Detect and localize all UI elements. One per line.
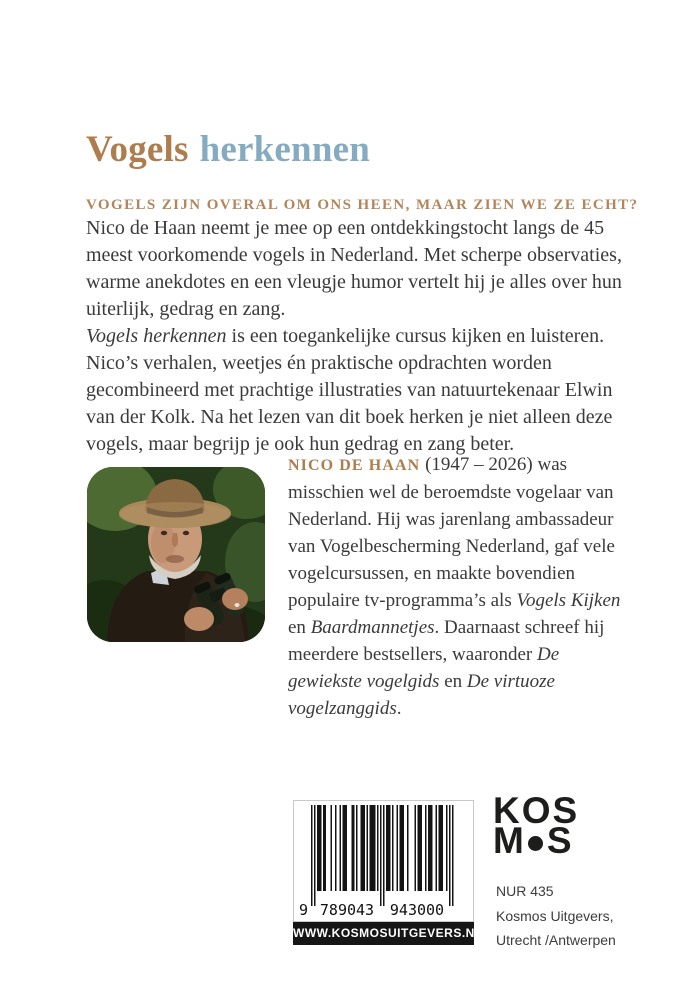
kosmos-logo-row1: KOS bbox=[493, 790, 580, 831]
author-photo bbox=[87, 467, 265, 642]
book-title bbox=[86, 128, 370, 171]
imprint bbox=[496, 879, 616, 953]
intro-text bbox=[86, 215, 623, 458]
kosmos-logo bbox=[493, 790, 580, 861]
svg-text:943000: 943000 bbox=[389, 901, 445, 919]
svg-text:789043: 789043 bbox=[319, 901, 375, 919]
svg-text:9: 9 bbox=[299, 901, 309, 919]
nur-code: NUR 435 bbox=[496, 883, 554, 899]
publisher-website: WWW.KOSMOSUITGEVERS.NL bbox=[293, 922, 474, 945]
publisher-cities: Utrecht /Antwerpen bbox=[496, 932, 616, 948]
author-photo-illustration bbox=[87, 467, 265, 642]
author-bio: NICO DE HAAN (1947 – 2026) was misschien wel de beroemdste vogelaar van Nederland. Hij was jarenlang ambassadeur van Vogelbescherming Nederland, gaf vele vogelcursussen, en maakte bovendien populaire tv-programma’s als Vogels Kijken en Baardmannetjes. Daarnaast schreef hij meerdere bestsellers, waaronder De gewiekste vogelgids en De virtuoze vogelzanggids. bbox=[288, 454, 621, 719]
publisher-name: Kosmos Uitgevers, bbox=[496, 907, 614, 924]
kosmos-logo-dot-icon bbox=[528, 836, 543, 851]
book-title-word-herkennen: herkennen bbox=[199, 129, 371, 170]
tagline: VOGELS ZIJN OVERAL OM ONS HEEN, MAAR ZIEN WE ZE ECHT? bbox=[86, 197, 639, 213]
intro-paragraph-1: Nico de Haan neemt je mee op een ontdekkingstocht langs de 45 meest voorkomende vogels in Nederland. Met scherpe observaties, warme anekdotes en een vleugje humor vertelt hij je alles over hun uiterlijk, gedrag en zang. bbox=[86, 217, 622, 320]
kosmos-logo-m: M bbox=[493, 820, 526, 861]
intro-paragraph-2: Vogels herkennen is een toegankelijke cursus kijken en luisteren. Nico’s verhalen, weetjes én praktische opdrachten worden gecombineerd met prachtige illustraties van natuurtekenaar Elwin van der Kolk. Na het lezen van dit boek herken je niet alleen deze vogels, maar begrijp je ook hun gedrag en zang beter. bbox=[86, 325, 613, 455]
kosmos-logo-s: S bbox=[546, 820, 574, 861]
book-title-word-vogels: Vogels bbox=[86, 129, 189, 170]
barcode bbox=[293, 800, 474, 922]
barcode-graphic bbox=[294, 801, 473, 921]
